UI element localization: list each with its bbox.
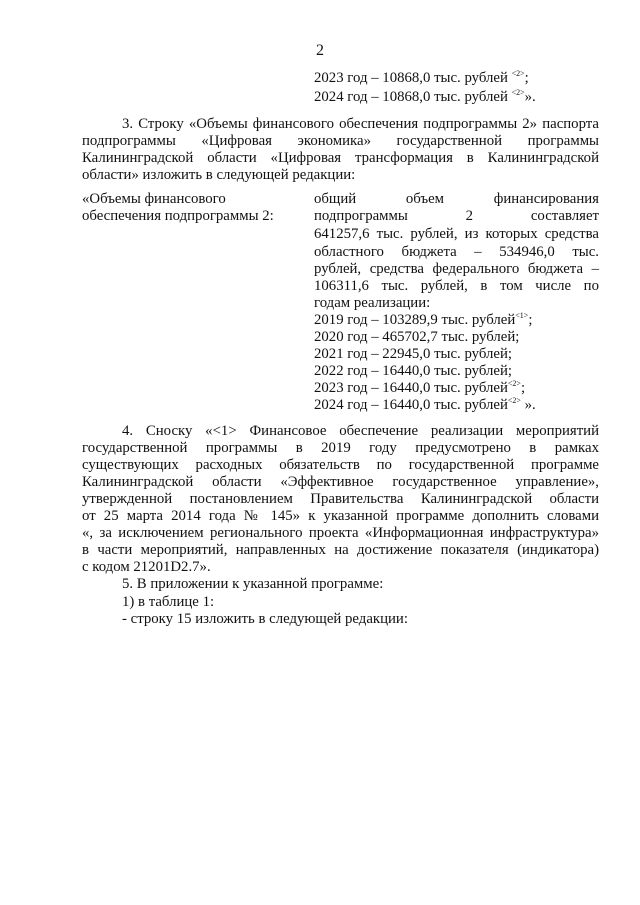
text-line: 2023 год – 10868,0 тыс. рублей $^{<2>}$; bbox=[314, 69, 529, 86]
paragraph-line: от 25 марта 2014 года № 145» к указанной программе дополнить словами bbox=[82, 508, 599, 524]
paragraph-line: 3. Строку «Объемы финансового обеспечения подпрограммы 2» паспорта bbox=[122, 116, 599, 132]
table-right-line: 641257,6 тыс. рублей, из которых средства bbox=[314, 226, 599, 242]
paragraph-line: 5. В приложении к указанной программе: bbox=[122, 576, 384, 592]
year-line: 2020 год – 465702,7 тыс. рублей; bbox=[314, 329, 520, 345]
page-number: 2 bbox=[316, 42, 324, 59]
table-right-line: 106311,6 тыс. рублей, в том числе по bbox=[314, 278, 599, 294]
table-left-cell: обеспечения подпрограммы 2: bbox=[82, 208, 274, 224]
table-right-line: подпрограммы 2 составляет bbox=[314, 208, 599, 224]
table-right-line: общий объем финансирования bbox=[314, 191, 599, 207]
paragraph-line: 1) в таблице 1: bbox=[122, 594, 215, 610]
paragraph-line: государственной программы в 2019 году предусмотрено в рамках bbox=[82, 440, 599, 456]
year-line: 2022 год – 16440,0 тыс. рублей; bbox=[314, 363, 513, 379]
paragraph-line: подпрограммы «Цифровая экономика» государственной программы bbox=[82, 133, 599, 149]
table-left-cell: «Объемы финансового bbox=[82, 191, 226, 207]
text-line: 2024 год – 10868,0 тыс. рублей $^{<2>}$». bbox=[314, 88, 536, 105]
paragraph-line: в части мероприятий, направленных на достижение показателя (индикатора) bbox=[82, 542, 599, 558]
year-line: 2024 год – 16440,0 тыс. рублей$^{<2>}$ ». bbox=[314, 396, 536, 413]
paragraph-line: Калининградской области «Эффективное государственное управление», bbox=[82, 474, 599, 490]
year-line: 2019 год – 103289,9 тыс. рублей$^{<1>}$; bbox=[314, 311, 533, 328]
paragraph-line: «, за исключением регионального проекта «Информационная инфраструктура» bbox=[82, 525, 599, 541]
paragraph-line: - строку 15 изложить в следующей редакции: bbox=[122, 611, 408, 627]
paragraph-line: утвержденной постановлением Правительства Калининградской области bbox=[82, 491, 599, 507]
paragraph-line: 4. Сноску «<1> Финансовое обеспечение реализации мероприятий bbox=[122, 423, 599, 439]
table-right-line: рублей, средства федерального бюджета – bbox=[314, 261, 599, 277]
paragraph-line: существующих расходных обязательств по государственной программе bbox=[82, 457, 599, 473]
year-line: 2021 год – 22945,0 тыс. рублей; bbox=[314, 346, 513, 362]
paragraph-line: с кодом 21201D2.7». bbox=[82, 559, 211, 575]
table-right-line: годам реализации: bbox=[314, 295, 431, 311]
paragraph-line: области» изложить в следующей редакции: bbox=[82, 167, 356, 183]
year-line: 2023 год – 16440,0 тыс. рублей$^{<2>}$; bbox=[314, 379, 526, 396]
table-right-line: областного бюджета – 534946,0 тыс. bbox=[314, 244, 599, 260]
paragraph-line: Калининградской области «Цифровая трансформация в Калининградской bbox=[82, 150, 599, 166]
